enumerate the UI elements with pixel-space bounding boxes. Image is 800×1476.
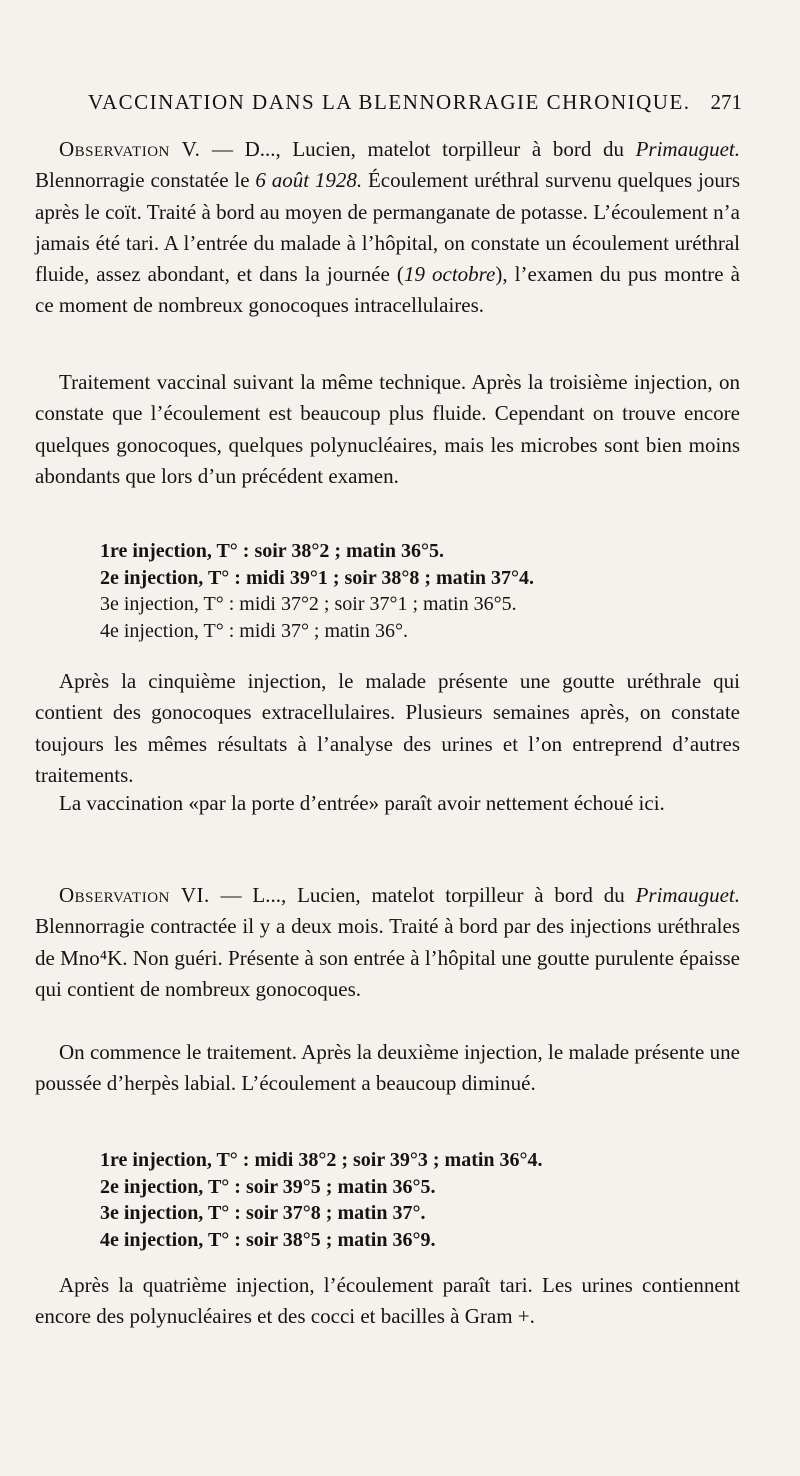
running-title: VACCINATION DANS LA BLENNORRAGIE CHRONIQUE.	[88, 90, 691, 114]
observation-5-text-a: Blennorragie constatée le	[35, 168, 256, 193]
temperature-line: 4e injection, T° : soir 38°5 ; matin 36°9.	[100, 1228, 436, 1251]
observation-6-label: Observation VI.	[59, 883, 210, 907]
observation-5-label: Observation V.	[59, 137, 201, 161]
temperature-line: 2e injection, T° : midi 39°1 ; soir 38°8 ; matin 37°4.	[100, 566, 535, 589]
ship-name: Primauguet.	[635, 137, 740, 161]
observation-6-paragraph-3: Après la quatrième injection, l’écoulement paraît tari. Les urines contiennent encore des polynucléaires et des cocci et bacilles à Gram +.	[35, 1273, 740, 1329]
observation-6-intro: — L..., Lucien, matelot torpilleur à bord du	[209, 883, 636, 907]
observation-6-temperatures	[100, 1147, 660, 1253]
observation-6-paragraph-1	[35, 880, 740, 1005]
date-august: 6 août 1928.	[255, 168, 363, 193]
date-october: 19 octobre	[403, 262, 496, 287]
temperature-line: 3e injection, T° : soir 37°8 ; matin 37°.	[100, 1202, 426, 1224]
temperature-line: 4e injection, T° : midi 37° ; matin 36°.	[100, 619, 409, 642]
observation-5-text-c: ), l’examen du pus montre à ce moment de nombreux gonocoques intracellulaires.	[35, 262, 741, 318]
ship-name: Primauguet.	[635, 883, 740, 907]
observation-5-paragraph-4: La vaccination «par la porte d’entrée» paraît avoir nettement échoué ici.	[59, 791, 665, 815]
temperature-line: 1re injection, T° : soir 38°2 ; matin 36°5.	[100, 540, 444, 562]
observation-5-text-b: Écoulement uréthral survenu quelques jours après le coït. Traité à bord au moyen de permanganate de potasse. L’écoulement n’a jamais été tari. A l’entrée du malade à l’hôpital, on constate un écoulement uréthral fluide, assez abondant, et dans la journée (	[35, 168, 740, 287]
temperature-line: 1re injection, T° : midi 38°2 ; soir 39°3 ; matin 36°4.	[100, 1149, 543, 1171]
observation-5-paragraph-1	[35, 134, 740, 322]
observation-5-temperatures	[100, 538, 660, 644]
observation-5-paragraph-3: Après la cinquième injection, le malade présente une goutte uréthrale qui contient des gonocoques extracellulaires. Plusieurs semaines après, on constate toujours les mêmes résultats à l’analyse des urines et l’on entreprend d’autres traitements.	[35, 669, 740, 787]
page-number: 271	[710, 90, 742, 114]
observation-6-paragraph-2: On commence le traitement. Après la deuxième injection, le malade présente une poussée d’herpès labial. L’écoulement a beaucoup diminué.	[35, 1040, 740, 1096]
temperature-line: 2e injection, T° : soir 39°5 ; matin 36°5.	[100, 1175, 436, 1198]
observation-6-text-a: Blennorragie contractée il y a deux mois. Traité à bord par des injections uréthrales de Mno⁴K. Non guéri. Présente à son entrée à l’hôpital une goutte purulente épaisse qui contient de nombreux gonocoques.	[35, 914, 740, 1001]
observation-5-paragraph-2: Traitement vaccinal suivant la même technique. Après la troisième injection, on constate que l’écoulement est beaucoup plus fluide. Cependant on trouve encore quelques gonocoques, quelques polynucléaires, mais les microbes sont bien moins abondants que lors d’un précédent examen.	[35, 370, 740, 488]
running-head	[58, 90, 742, 120]
temperature-line: 3e injection, T° : midi 37°2 ; soir 37°1 ; matin 36°5.	[100, 593, 517, 615]
observation-5-intro: — D..., Lucien, matelot torpilleur à bord du	[200, 137, 636, 161]
